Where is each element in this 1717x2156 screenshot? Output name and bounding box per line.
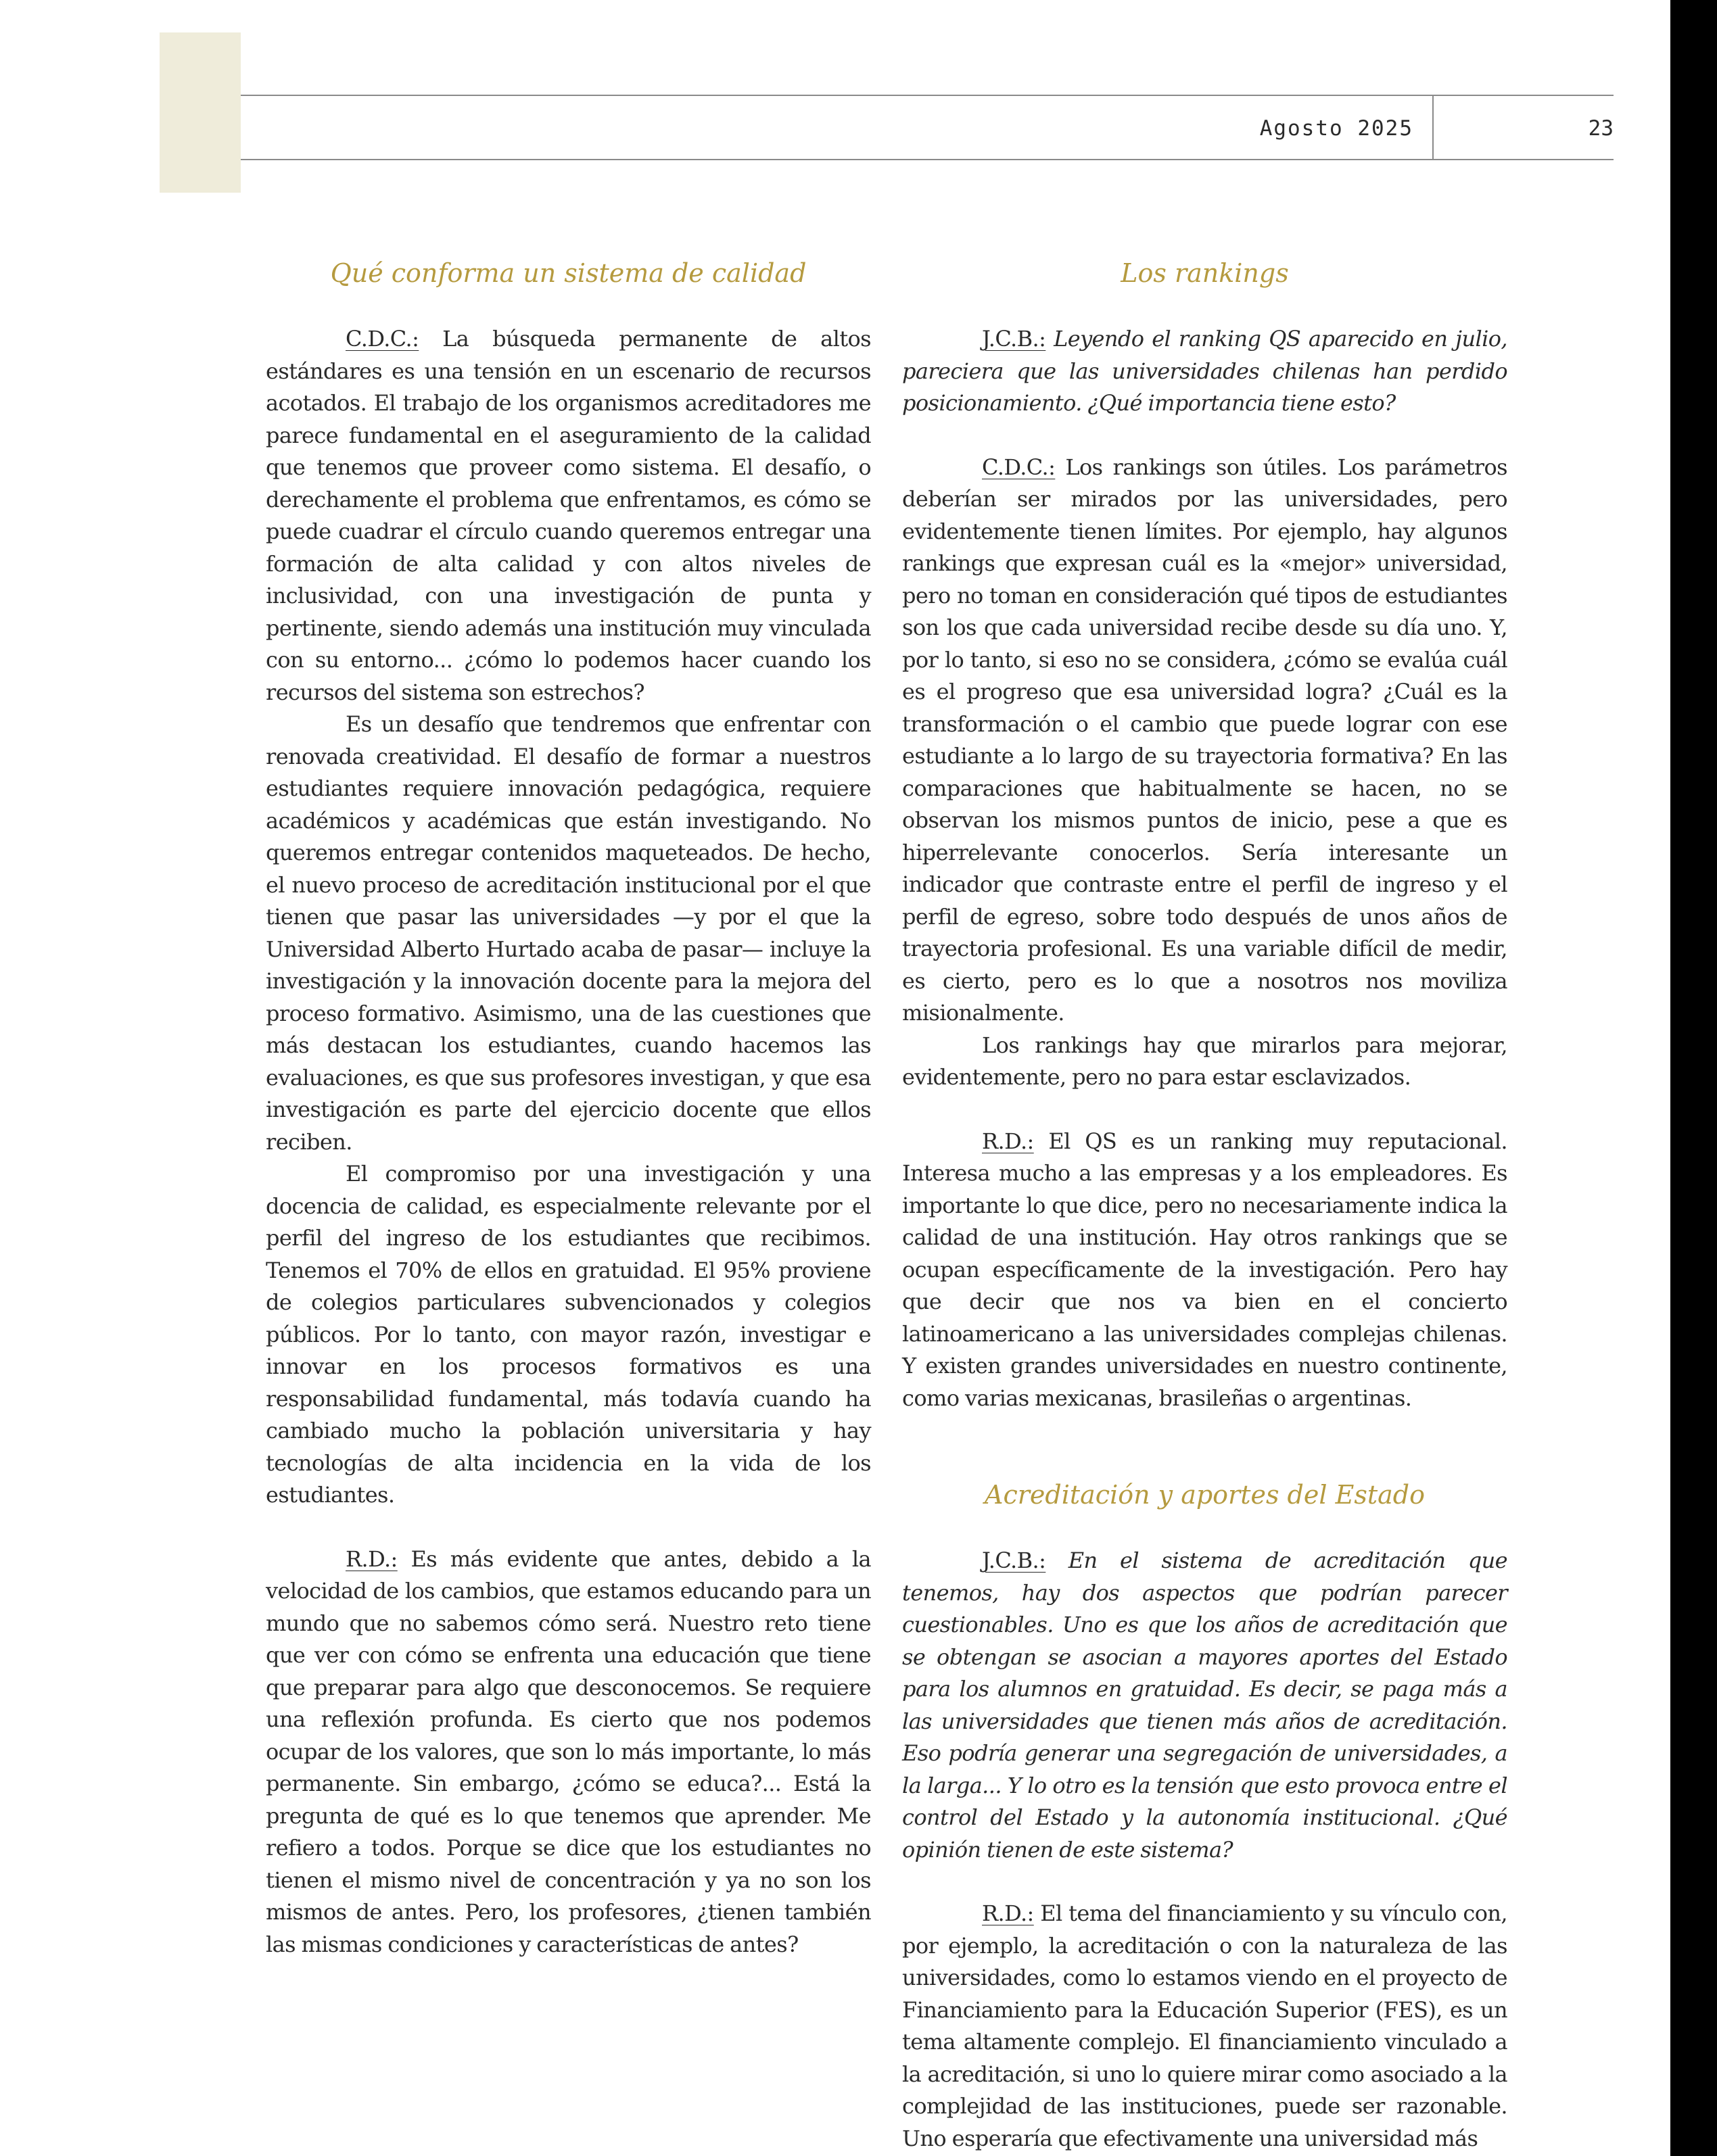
speaker-label: C.D.C.: [346, 326, 419, 352]
speaker-label: J.C.B.: [982, 326, 1046, 352]
header-rule-bottom [241, 159, 1614, 160]
paragraph-text: En el sistema de acreditación que tenemos, hay dos aspectos que podrían parecer cuestionables. Uno es que los años de acreditación que se obtengan se asocian a mayores aportes del Estado para los alumnos en gratuidad. Es decir, se paga más a las universidades que tienen más años de acreditación. Eso podría generar una segregación de universidades, a la larga... Y lo otro es la tensión que esto provoca entre el control del Estado y la autonomía institucional. ¿Qué opinión tienen de este sistema? [902, 1548, 1507, 1863]
paragraph-text: Es más evidente que antes, debido a la velocidad de los cambios, que estamos educando para un mundo que no sabemos cómo será. Nuestro reto tiene que ver con cómo se enfrenta una educación que tiene que preparar para algo que desconocemos. Se requiere una reflexión profunda. Es cierto que nos podemos ocupar de los valores, que son lo más importante, lo más permanente. Sin embargo, ¿cómo se educa?... Está la pregunta de qué es lo que tenemos que aprender. Me refiero a todos. Porque se dice que los estudiantes no tienen el mismo nivel de concentración y ya no son los mismos de antes. Pero, los profesores, ¿tienen también las mismas condiciones y características de antes? [266, 1546, 871, 1957]
paragraph-text: La búsqueda permanente de altos estándares es una tensión en un escenario de recursos acotados. El trabajo de los organismos acreditadores me parece fundamental en el aseguramiento de la calidad que tenemos que proveer como sistema. El desafío, o derechamente el problema que enfrentamos, es cómo se puede cuadrar el círculo cuando queremos entregar una formación de alta calidad y con altos niveles de inclusividad, con una investigación de punta y pertinente, siendo además una institución muy vinculada con su entorno... ¿cómo lo podemos hacer cuando los recursos del sistema son estrechos? [266, 326, 871, 705]
right-column [902, 257, 1507, 2155]
page-number: 23 [1588, 116, 1614, 141]
speaker-label: R.D.: [982, 1900, 1034, 1926]
paragraph-text: El QS es un ranking muy reputacional. Interesa mucho a las empresas y a los empleadores. Es importante lo que dice, pero no necesariamente indica la calidad de una institución. Hay otros rankings que se ocupan específicamente de la investigación. Pero hay que decir que nos va bien en el concierto latinoamericano a las universidades complejas chilenas. Y existen grandes universidades en nuestro continente, como varias mexicanas, brasileñas o argentinas. [902, 1128, 1507, 1411]
section-title: Los rankings [1121, 258, 1289, 288]
paragraph: Los rankings hay que mirarlos para mejorar, evidentemente, pero no para estar esclavizados. [902, 1032, 1507, 1090]
paragraph: Es un desafío que tendremos que enfrentar con renovada creatividad. El desafío de formar a nuestros estudiantes requiere innovación pedagógica, requiere académicos y académicas que están investigando. No queremos entregar contenidos maqueteados. De hecho, el nuevo proceso de acreditación institucional por el que tienen que pasar las universidades —y por el que la Universidad Alberto Hurtado acaba de pasar— incluye la investigación y la innovación docente para la mejora del proceso formativo. Asimismo, una de las cuestiones que más destacan los estudiantes, cuando hacemos las evaluaciones, es que sus profesores investigan, y que esa investigación es parte del ejercicio docente que ellos reciben. [266, 711, 871, 1155]
paragraph [902, 452, 1507, 1030]
speaker-label: J.C.B.: [982, 1548, 1046, 1573]
paragraph [266, 323, 871, 709]
paragraph-text: Los rankings son útiles. Los parámetros deberían ser mirados por las universidades, pero evidentemente tienen límites. Por ejemplo, hay algunos rankings que expresan cuál es la «mejor» universidad, pero no toman en consideración qué tipos de estudiantes son los que cada universidad recibe desde su día uno. Y, por lo tanto, si eso no se considera, ¿cómo se evalúa cuál es el progreso que esa universidad logra? ¿Cuál es la transformación o el cambio que puede lograr con ese estudiante a lo largo de su trayectoria formativa? En las comparaciones que habitualmente se hacen, no se observan los mismos puntos de inicio, pese a que es hiperrelevante conocerlos. Sería interesante un indicador que contraste entre el perfil de ingreso y el perfil de egreso, sobre todo después de unos años de trayectoria profesional. Es una variable difícil de medir, es cierto, pero es lo que a nosotros nos moviliza misionalmente. [902, 454, 1507, 1026]
section-title: Qué conforma un sistema de calidad [330, 258, 807, 288]
speaker-label: R.D.: [346, 1546, 398, 1572]
question-paragraph [902, 1545, 1507, 1866]
speaker-label: R.D.: [982, 1128, 1034, 1154]
question-paragraph [902, 323, 1507, 420]
paragraph-text: Leyendo el ranking QS aparecido en julio, pareciera que las universidades chilenas han perdido posicionamiento. ¿Qué importancia tiene esto? [902, 326, 1507, 416]
paragraph: El compromiso por una investigación y una docencia de calidad, es especialmente relevante por el perfil del ingreso de los estudiantes que recibimos. Tenemos el 70% de ellos en gratuidad. El 95% proviene de colegios particulares subvencionados y colegios públicos. Por lo tanto, con mayor razón, investigar e innovar en los procesos formativos es una responsabilidad fundamental, más todavía cuando ha cambiado mucho la población universitaria y hay tecnologías de alta incidencia en la vida de los estudiantes. [266, 1161, 871, 1508]
paragraph [902, 1126, 1507, 1415]
header-divider [1432, 95, 1434, 160]
speaker-label: C.D.C.: [982, 454, 1056, 480]
corner-tab [160, 32, 241, 193]
page-edge-bar [1670, 0, 1717, 2156]
left-column [266, 257, 871, 1961]
header-date: Agosto 2025 [1259, 116, 1413, 141]
section-title: Acreditación y aportes del Estado [985, 1480, 1425, 1510]
paragraph [902, 1898, 1507, 2155]
header-rule-top [241, 95, 1614, 96]
paragraph-text: El tema del financiamiento y su vínculo con, por ejemplo, la acreditación o con la naturaleza de las universidades, como lo estamos viendo en el proyecto de Financiamiento para la Educación Superior (FES), es un tema altamente complejo. El financiamiento vinculado a la acreditación, si uno lo quiere mirar como asociado a la complejidad de las instituciones, puede ser razonable. Uno esperaría que efectivamente una universidad más [902, 1900, 1507, 2151]
paragraph [266, 1543, 871, 1961]
